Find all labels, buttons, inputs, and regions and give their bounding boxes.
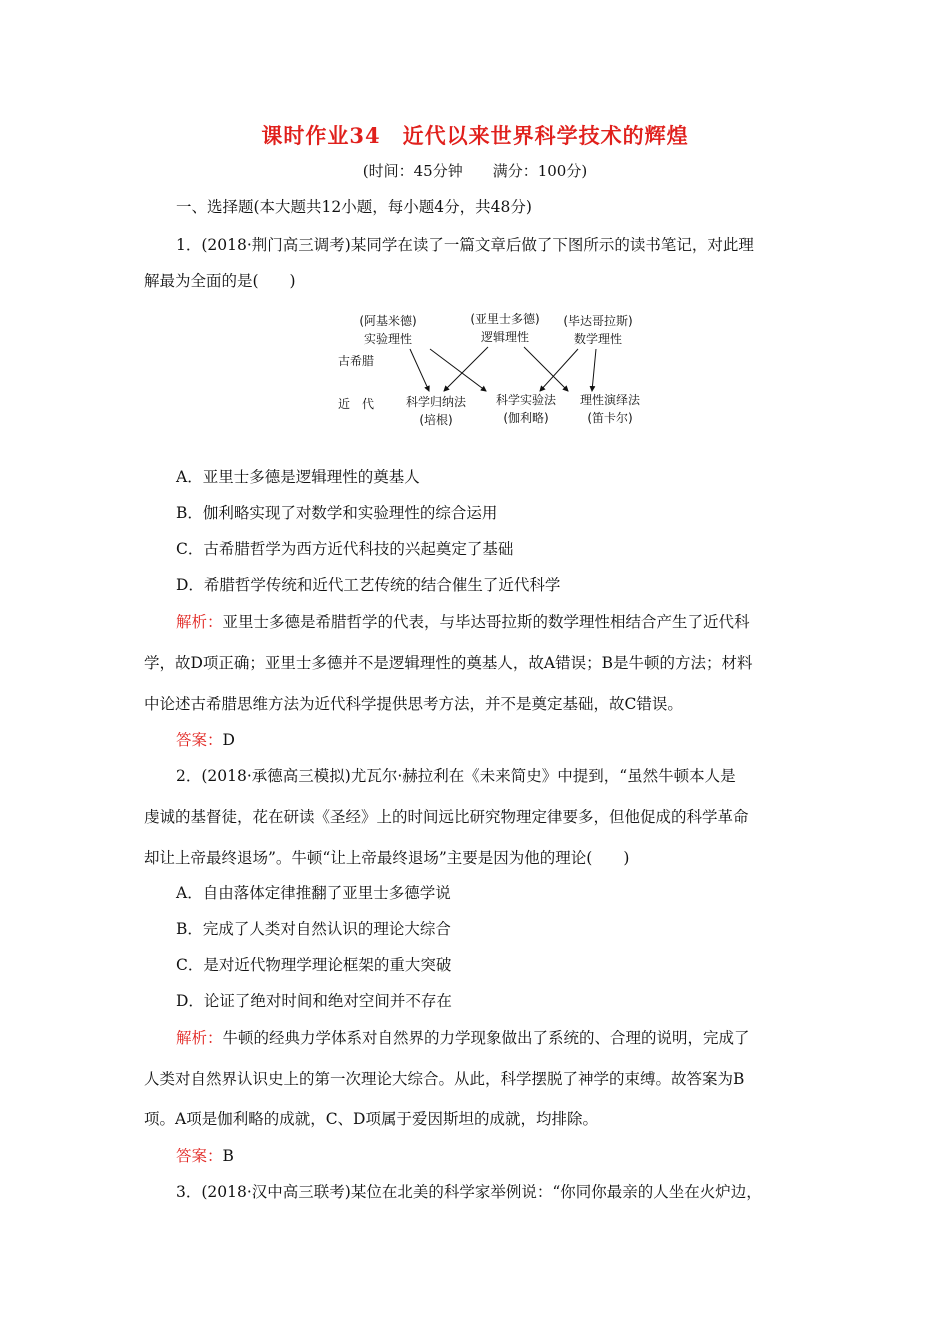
q2-analysis-text1: 牛顿的经典力学体系对自然界的力学现象做出了系统的、合理的说明，完成了 (222, 1029, 750, 1047)
q2-option-c: C．是对近代物理学理论框架的重大突破 (176, 956, 452, 974)
q2-analysis-line2: 人类对自然界认识史上的第一次理论大综合。从此，科学摆脱了神学的束缚。故答案为B (144, 1070, 745, 1088)
arrow-mathematical-to-deduction (592, 349, 596, 391)
q1-analysis-line3: 中论述古希腊思维方法为近代科学提供思考方法，并不是奠定基础，故C错误。 (144, 695, 683, 713)
q2-analysis-line1 (176, 1031, 750, 1047)
time-and-score: (时间：45分钟 满分：100分) (362, 162, 588, 180)
q1-analysis-text1: 亚里士多德是希腊哲学的代表，与毕达哥拉斯的数学理性相结合产生了近代科 (222, 613, 750, 631)
q1-analysis-label: 解析： (176, 613, 223, 631)
q2-analysis-line3: 项。A项是伽利略的成就，C、D项属于爱因斯坦的成就，均排除。 (144, 1110, 598, 1128)
reading-notes-diagram (330, 305, 660, 435)
q1-option-c: C．古希腊哲学为西方近代科技的兴起奠定了基础 (176, 540, 514, 558)
diagram-concept-mathematical: 数学理性 (573, 332, 623, 346)
diagram-person-descartes: (笛卡尔) (587, 411, 633, 425)
diagram-concept-experimental: 实验理性 (363, 332, 413, 346)
q1-analysis-line1 (176, 615, 750, 631)
q2-analysis-label: 解析： (176, 1029, 223, 1047)
q1-option-a: A．亚里士多德是逻辑理性的奠基人 (176, 468, 420, 486)
page-title: 课时作业34 近代以来世界科学技术的辉煌 (261, 123, 689, 148)
diagram-person-pythagoras: (毕达哥拉斯) (563, 314, 633, 328)
diagram-person-archimedes: (阿基米德) (359, 314, 417, 328)
q2-stem-line3: 却让上帝最终退场”。牛顿“让上帝最终退场”主要是因为他的理论( ) (144, 849, 630, 867)
q1-option-b: B．伽利略实现了对数学和实验理性的综合运用 (176, 504, 498, 522)
q3-stem-line1: 3．(2018·汉中高三联考)某位在北美的科学家举例说：“你同你最亲的人坐在火炉边， (176, 1183, 762, 1201)
diagram-person-bacon: (培根) (419, 413, 453, 427)
q1-answer-value: D (222, 731, 235, 749)
q2-stem-line1: 2．(2018·承德高三模拟)尤瓦尔·赫拉利在《未来简史》中提到，“虽然牛顿本人是 (176, 767, 736, 785)
q2-stem-line2: 虔诚的基督徒，花在研读《圣经》上的时间远比研究物理定律要多，但他促成的科学革命 (144, 808, 749, 826)
diagram-method-deduction: 理性演绎法 (579, 393, 641, 407)
q2-option-d: D．论证了绝对时间和绝对空间并不存在 (176, 992, 452, 1010)
diagram-method-induction: 科学归纳法 (405, 395, 467, 409)
q1-option-d: D．希腊哲学传统和近代工艺传统的结合催生了近代科学 (176, 576, 561, 594)
diagram-row-ancient-greece: 古希腊 (338, 354, 375, 368)
diagram-row-modern: 近 代 (338, 397, 375, 411)
diagram-concept-logical: 逻辑理性 (480, 330, 530, 344)
arrow-logical-to-induction (444, 347, 488, 391)
q2-answer (176, 1149, 234, 1165)
arrow-experimental-to-experiment (430, 349, 486, 391)
arrow-mathematical-to-experiment (540, 349, 578, 391)
diagram-method-experiment: 科学实验法 (495, 393, 557, 407)
q1-stem-line1: 1．(2018·荆门高三调考)某同学在读了一篇文章后做了下图所示的读书笔记，对此理 (176, 236, 754, 254)
q1-analysis-line2: 学，故D项正确；亚里士多德并不是逻辑理性的奠基人，故A错误；B是牛顿的方法；材料 (144, 654, 753, 672)
diagram-person-aristotle: (亚里士多德) (470, 312, 540, 326)
q2-answer-label: 答案： (176, 1147, 223, 1165)
q2-option-a: A．自由落体定律推翻了亚里士多德学说 (176, 884, 451, 902)
q1-stem-line2: 解最为全面的是( ) (144, 272, 296, 290)
arrow-experimental-to-induction (410, 349, 429, 391)
q2-answer-value: B (222, 1147, 234, 1165)
q1-answer (176, 733, 235, 749)
q2-option-b: B．完成了人类对自然认识的理论大综合 (176, 920, 451, 938)
q1-answer-label: 答案： (176, 731, 223, 749)
section-heading: 一、选择题(本大题共12小题，每小题4分，共48分) (176, 198, 532, 216)
diagram-person-galileo: (伽利略) (503, 411, 549, 425)
